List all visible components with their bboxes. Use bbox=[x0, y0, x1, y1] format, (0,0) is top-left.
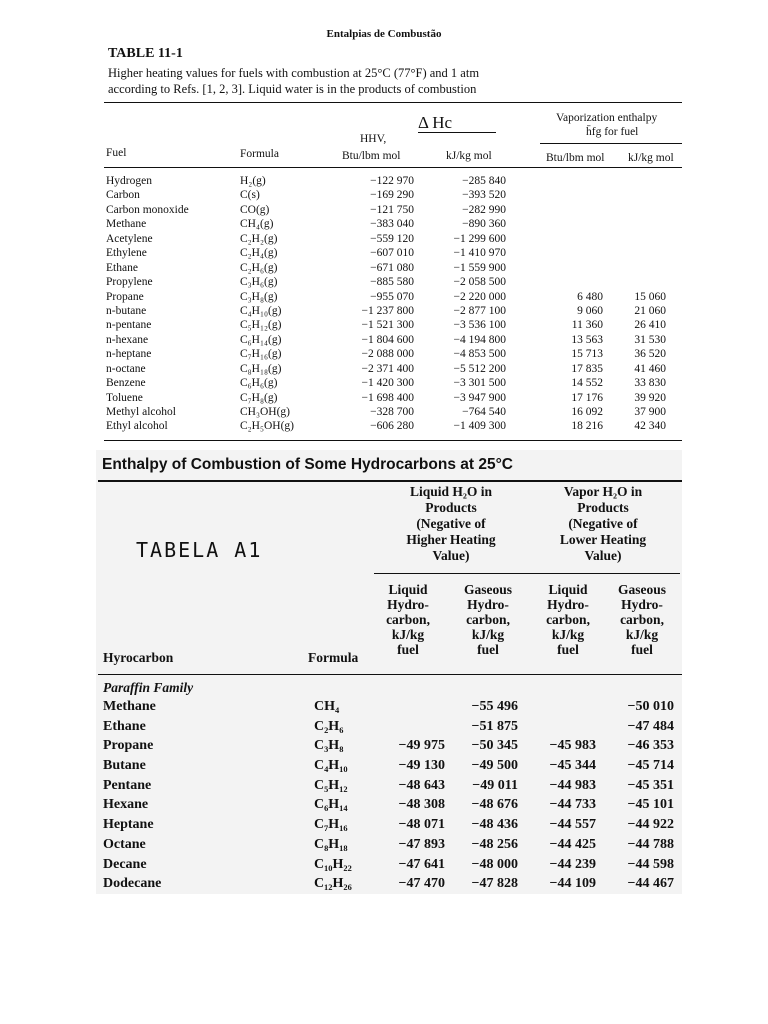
vap-kj-value: 26 410 bbox=[634, 319, 666, 332]
fuel-formula: C₂H₆(g) bbox=[240, 261, 278, 274]
liquid-lhv-value: −45 983 bbox=[549, 738, 596, 754]
hydrocarbon-formula: C₄H₁₀ bbox=[314, 758, 348, 774]
hhv-kj-value: −2 220 000 bbox=[453, 290, 506, 303]
subheader-liquid-lhv bbox=[528, 582, 608, 657]
fuel-formula: C₂H₅OH(g) bbox=[240, 420, 295, 433]
col-header-formula: Formula bbox=[240, 148, 279, 160]
hydrocarbon-formula: CH₄ bbox=[314, 699, 340, 714]
group-header-line: Lower Heating bbox=[559, 532, 647, 547]
table-row bbox=[0, 405, 768, 419]
table-row bbox=[0, 736, 768, 756]
fuel-name: n-pentane bbox=[106, 319, 152, 332]
liquid-lhv-value: −44 425 bbox=[549, 836, 596, 852]
group-header-vapor-water bbox=[528, 484, 678, 564]
gaseous-hhv-value: −48 000 bbox=[471, 856, 518, 872]
hhv-btu-value: −2 088 000 bbox=[361, 348, 414, 361]
table2-title: Enthalpy of Combustion of Some Hydrocarbons at 25°C bbox=[102, 456, 513, 473]
fuel-name: Carbon bbox=[106, 189, 140, 202]
table-row bbox=[0, 815, 768, 835]
fuel-name: Acetylene bbox=[106, 232, 153, 245]
table-row bbox=[0, 776, 768, 796]
table1-bottom-rule bbox=[104, 440, 682, 441]
vap-btu-value: 13 563 bbox=[571, 333, 603, 346]
hydrocarbon-name: Hexane bbox=[103, 797, 149, 813]
table-row bbox=[0, 174, 768, 188]
liquid-hhv-value: −47 893 bbox=[398, 836, 445, 852]
table-row bbox=[0, 835, 768, 855]
hhv-kj-value: −5 512 200 bbox=[453, 362, 506, 375]
table1-caption-line1: Higher heating values for fuels with combustion at 25°C (77°F) and 1 atm bbox=[108, 66, 480, 80]
liquid-lhv-value: −44 983 bbox=[549, 777, 596, 793]
table1-body bbox=[0, 174, 768, 434]
fuel-name: Propane bbox=[106, 290, 144, 303]
hydrocarbon-formula: C₁₂H₂₆ bbox=[314, 876, 352, 892]
vap-btu-value: 16 092 bbox=[571, 406, 603, 418]
liquid-lhv-value: −44 557 bbox=[549, 817, 596, 833]
hhv-btu-value: −559 120 bbox=[370, 232, 414, 245]
table-row bbox=[0, 756, 768, 776]
table2-top-rule bbox=[98, 480, 682, 482]
fuel-name: n-heptane bbox=[106, 348, 152, 361]
hhv-btu-value: −383 040 bbox=[370, 218, 414, 231]
fuel-formula: C₅H₁₂(g) bbox=[240, 319, 282, 332]
liquid-lhv-value: −44 733 bbox=[549, 797, 596, 813]
table-row bbox=[0, 391, 768, 405]
liquid-lhv-value: −45 344 bbox=[549, 758, 596, 774]
liquid-hhv-value: −48 643 bbox=[398, 777, 445, 793]
col-header-vap-btu: Btu/lbm mol bbox=[546, 152, 605, 164]
group-header-line: Vapor H₂O in bbox=[563, 484, 643, 499]
fuel-formula: H₂(g) bbox=[240, 175, 266, 187]
hydrocarbon-name: Pentane bbox=[103, 777, 152, 793]
subheader-line: fuel bbox=[477, 642, 499, 657]
fuel-name: Ethylene bbox=[106, 247, 147, 260]
gaseous-hhv-value: −55 496 bbox=[471, 699, 518, 714]
subheader-line: fuel bbox=[557, 642, 579, 657]
hydrocarbon-formula: C₂H₆ bbox=[314, 718, 344, 734]
hhv-btu-value: −1 521 300 bbox=[361, 319, 414, 332]
subheader-gaseous-lhv bbox=[602, 582, 682, 657]
liquid-hhv-value: −49 130 bbox=[398, 758, 445, 774]
gaseous-hhv-value: −47 828 bbox=[471, 876, 518, 892]
vap-btu-value: 15 713 bbox=[571, 348, 603, 361]
subheader-line: Hydro- bbox=[387, 597, 429, 612]
table-row bbox=[0, 261, 768, 275]
table-row bbox=[0, 795, 768, 815]
col-header-vap-kj: kJ/kg mol bbox=[628, 152, 674, 164]
gaseous-hhv-value: −48 256 bbox=[471, 836, 518, 852]
vap-kj-value: 33 830 bbox=[634, 377, 666, 390]
gaseous-lhv-value: −44 788 bbox=[627, 836, 674, 852]
group-header-line: Products bbox=[425, 500, 477, 515]
hhv-btu-value: −1 420 300 bbox=[361, 377, 414, 390]
hhv-kj-value: −764 540 bbox=[462, 406, 506, 418]
hydrocarbon-name: Propane bbox=[103, 738, 154, 754]
fuel-name: Toluene bbox=[106, 391, 143, 404]
hhv-btu-value: −2 371 400 bbox=[361, 362, 414, 375]
hydrocarbon-formula: C₃H₈ bbox=[314, 738, 344, 754]
col-header-hydrocarbon: Hyrocarbon bbox=[103, 650, 174, 665]
vap-btu-value: 11 360 bbox=[571, 319, 603, 332]
fuel-name: n-octane bbox=[106, 362, 146, 375]
vap-kj-value: 31 530 bbox=[634, 333, 666, 346]
hhv-kj-value: −1 559 900 bbox=[453, 261, 506, 274]
hhv-kj-value: −285 840 bbox=[462, 175, 506, 187]
vap-btu-value: 18 216 bbox=[571, 420, 603, 433]
hhv-btu-value: −1 237 800 bbox=[361, 304, 414, 317]
table-row bbox=[0, 290, 768, 304]
liquid-lhv-value: −44 109 bbox=[549, 876, 596, 892]
fuel-formula: C₇H₈(g) bbox=[240, 391, 278, 404]
col-header-fuel: Fuel bbox=[106, 147, 127, 159]
hhv-btu-value: −1 804 600 bbox=[361, 333, 414, 346]
subheader-line: Hydro- bbox=[467, 597, 509, 612]
gaseous-lhv-value: −45 714 bbox=[627, 758, 674, 774]
table-row bbox=[0, 362, 768, 376]
hydrocarbon-name: Methane bbox=[103, 699, 156, 714]
fuel-formula: C₂H₄(g) bbox=[240, 247, 278, 260]
subheader-line: kJ/kg bbox=[471, 627, 505, 642]
fuel-name: n-hexane bbox=[106, 333, 149, 346]
subheader-line: Hydro- bbox=[547, 597, 589, 612]
fuel-name: Hydrogen bbox=[106, 175, 152, 187]
table-row bbox=[0, 275, 768, 289]
hhv-kj-value: −2 877 100 bbox=[453, 304, 506, 317]
gaseous-hhv-value: −49 500 bbox=[471, 758, 518, 774]
gaseous-lhv-value: −46 353 bbox=[627, 738, 674, 754]
vap-btu-value: 6 480 bbox=[577, 290, 603, 303]
fuel-formula: C₆H₆(g) bbox=[240, 377, 278, 390]
vaporization-header-line1: Vaporization enthalpy bbox=[556, 112, 658, 124]
subheader-line: Liquid bbox=[548, 582, 588, 597]
table-row bbox=[0, 188, 768, 202]
hhv-btu-value: −122 970 bbox=[370, 175, 414, 187]
fuel-formula: CH₃OH(g) bbox=[240, 406, 291, 418]
table-row bbox=[0, 246, 768, 260]
table1-top-rule bbox=[104, 102, 682, 103]
vaporization-rule bbox=[540, 143, 682, 144]
subheader-line: kJ/kg bbox=[391, 627, 425, 642]
table-row bbox=[0, 232, 768, 246]
gaseous-hhv-value: −49 011 bbox=[472, 777, 518, 793]
hhv-kj-value: −3 301 500 bbox=[453, 377, 506, 390]
group-header-line: Value) bbox=[584, 548, 622, 563]
vap-btu-value: 17 835 bbox=[571, 362, 603, 375]
hydrocarbon-formula: C₆H₁₄ bbox=[314, 797, 348, 813]
group-header-line: Products bbox=[577, 500, 629, 515]
gaseous-lhv-value: −45 101 bbox=[627, 797, 674, 813]
table-row bbox=[0, 697, 768, 717]
subheader-line: fuel bbox=[397, 642, 419, 657]
subheader-line: carbon, bbox=[386, 612, 430, 627]
hhv-btu-value: −955 070 bbox=[370, 290, 414, 303]
table-row bbox=[0, 203, 768, 217]
hydrocarbon-formula: C₅H₁₂ bbox=[314, 777, 348, 793]
vaporization-header-line2: h̄fg for fuel bbox=[586, 126, 639, 138]
liquid-hhv-value: −47 470 bbox=[398, 876, 445, 892]
hhv-btu-value: −328 700 bbox=[370, 406, 414, 418]
hhv-header: HHV, bbox=[360, 133, 387, 145]
group-header-line: Value) bbox=[432, 548, 470, 563]
hhv-kj-value: −3 947 900 bbox=[453, 391, 506, 404]
group-header-line: Higher Heating bbox=[406, 532, 496, 547]
vap-kj-value: 39 920 bbox=[634, 391, 666, 404]
hydrocarbon-name: Decane bbox=[103, 856, 147, 872]
fuel-formula: C₂H₂(g) bbox=[240, 232, 278, 245]
hydrocarbon-formula: C₇H₁₆ bbox=[314, 817, 348, 833]
vap-btu-value: 17 176 bbox=[571, 391, 603, 404]
gaseous-hhv-value: −51 875 bbox=[471, 718, 518, 734]
liquid-hhv-value: −49 975 bbox=[398, 738, 445, 754]
fuel-name: Propylene bbox=[106, 276, 153, 289]
hydrocarbon-formula: C₁₀H₂₂ bbox=[314, 856, 352, 872]
hhv-kj-value: −282 990 bbox=[462, 203, 506, 216]
hhv-kj-value: −1 299 600 bbox=[453, 232, 506, 245]
hhv-kj-value: −4 194 800 bbox=[453, 333, 506, 346]
vap-kj-value: 36 520 bbox=[634, 348, 666, 361]
table2-body bbox=[0, 697, 768, 894]
gaseous-hhv-value: −50 345 bbox=[471, 738, 518, 754]
hhv-kj-value: −4 853 500 bbox=[453, 348, 506, 361]
hydrocarbon-name: Heptane bbox=[103, 817, 154, 833]
hydrocarbon-name: Ethane bbox=[103, 718, 146, 734]
table-row bbox=[0, 318, 768, 332]
subheader-liquid-hhv bbox=[368, 582, 448, 657]
paraffin-family-label: Paraffin Family bbox=[103, 680, 194, 695]
hhv-btu-value: −606 280 bbox=[370, 420, 414, 433]
table-row bbox=[0, 217, 768, 231]
gaseous-lhv-value: −45 351 bbox=[627, 777, 674, 793]
subheader-line: carbon, bbox=[466, 612, 510, 627]
group-header-rule bbox=[374, 573, 680, 574]
hydrocarbon-formula: C₈H₁₈ bbox=[314, 836, 348, 852]
hhv-kj-value: −3 536 100 bbox=[453, 319, 506, 332]
delta-hc-header: Δ Hc bbox=[418, 113, 453, 132]
hydrocarbon-name: Octane bbox=[103, 836, 146, 852]
fuel-formula: C₄H₁₀(g) bbox=[240, 304, 282, 317]
vap-btu-value: 9 060 bbox=[577, 304, 603, 317]
handwritten-tabela-label: TABELA A1 bbox=[136, 538, 263, 562]
hydrocarbon-name: Butane bbox=[103, 758, 146, 774]
table1-label: TABLE 11-1 bbox=[108, 46, 183, 61]
subheader-line: carbon, bbox=[620, 612, 664, 627]
fuel-formula: CO(g) bbox=[240, 203, 270, 216]
hhv-kj-value: −2 058 500 bbox=[453, 276, 506, 289]
vap-kj-value: 21 060 bbox=[634, 304, 666, 317]
hhv-kj-value: −1 410 970 bbox=[453, 247, 506, 260]
table-row bbox=[0, 304, 768, 318]
hhv-btu-value: −169 290 bbox=[370, 189, 414, 202]
gaseous-lhv-value: −50 010 bbox=[627, 699, 674, 714]
table-row bbox=[0, 717, 768, 737]
fuel-name: Ethyl alcohol bbox=[106, 420, 168, 433]
hhv-btu-value: −607 010 bbox=[370, 247, 414, 260]
group-header-liquid-water bbox=[376, 484, 526, 564]
hhv-btu-value: −121 750 bbox=[370, 203, 414, 216]
gaseous-lhv-value: −44 467 bbox=[627, 876, 674, 892]
liquid-hhv-value: −47 641 bbox=[398, 856, 445, 872]
hhv-kj-value: −393 520 bbox=[462, 189, 506, 202]
fuel-formula: C₇H₁₆(g) bbox=[240, 348, 282, 361]
page-title: Entalpias de Combustão bbox=[326, 28, 442, 40]
subheader-gaseous-hhv bbox=[448, 582, 528, 657]
fuel-name: Methane bbox=[106, 218, 147, 231]
fuel-formula: CH₄(g) bbox=[240, 218, 274, 231]
fuel-name: Carbon monoxide bbox=[106, 203, 189, 216]
table1-caption-line2: according to Refs. [1, 2, 3]. Liquid water is in the products of combustion bbox=[108, 82, 477, 96]
subheader-line: fuel bbox=[631, 642, 653, 657]
hhv-btu-value: −1 698 400 bbox=[361, 391, 414, 404]
hhv-kj-value: −1 409 300 bbox=[453, 420, 506, 433]
fuel-name: n-butane bbox=[106, 304, 147, 317]
fuel-name: Methyl alcohol bbox=[106, 406, 176, 418]
table-row bbox=[0, 419, 768, 433]
fuel-formula: C₆H₁₄(g) bbox=[240, 333, 282, 346]
fuel-name: Benzene bbox=[106, 377, 146, 390]
subheader-line: Liquid bbox=[388, 582, 428, 597]
hhv-btu-value: −885 580 bbox=[370, 276, 414, 289]
delta-hc-rule bbox=[418, 132, 496, 133]
table-row bbox=[0, 333, 768, 347]
fuel-formula: C₃H₈(g) bbox=[240, 290, 278, 303]
liquid-hhv-value: −48 308 bbox=[398, 797, 445, 813]
gaseous-lhv-value: −47 484 bbox=[627, 718, 674, 734]
table2-header-rule bbox=[98, 674, 682, 675]
gaseous-hhv-value: −48 676 bbox=[471, 797, 518, 813]
gaseous-hhv-value: −48 436 bbox=[471, 817, 518, 833]
gaseous-lhv-value: −44 922 bbox=[627, 817, 674, 833]
hhv-kj-value: −890 360 bbox=[462, 218, 506, 231]
fuel-formula: C₈H₁₈(g) bbox=[240, 362, 282, 375]
subheader-line: Gaseous bbox=[617, 582, 666, 597]
subheader-line: carbon, bbox=[546, 612, 590, 627]
vap-kj-value: 15 060 bbox=[634, 290, 666, 303]
gaseous-lhv-value: −44 598 bbox=[627, 856, 674, 872]
vap-kj-value: 41 460 bbox=[634, 362, 666, 375]
subheader-line: kJ/kg bbox=[625, 627, 659, 642]
fuel-name: Ethane bbox=[106, 261, 138, 274]
table1-header-rule bbox=[104, 167, 682, 168]
group-header-line: (Negative of bbox=[416, 516, 486, 531]
liquid-lhv-value: −44 239 bbox=[549, 856, 596, 872]
hhv-btu-value: −671 080 bbox=[370, 261, 414, 274]
subheader-line: kJ/kg bbox=[551, 627, 585, 642]
group-header-line: (Negative of bbox=[568, 516, 638, 531]
col-header-kj: kJ/kg mol bbox=[446, 150, 492, 162]
vap-btu-value: 14 552 bbox=[571, 377, 603, 390]
table-row bbox=[0, 855, 768, 875]
liquid-hhv-value: −48 071 bbox=[398, 817, 445, 833]
fuel-formula: C(s) bbox=[240, 189, 260, 202]
subheader-line: Gaseous bbox=[463, 582, 512, 597]
vap-kj-value: 37 900 bbox=[634, 406, 666, 418]
subheader-line: Hydro- bbox=[621, 597, 663, 612]
fuel-formula: C₃H₆(g) bbox=[240, 276, 278, 289]
table-row bbox=[0, 874, 768, 894]
hydrocarbon-name: Dodecane bbox=[103, 876, 162, 892]
group-header-line: Liquid H₂O in bbox=[409, 484, 493, 499]
col-header-formula-2: Formula bbox=[308, 650, 359, 665]
table-row bbox=[0, 347, 768, 361]
col-header-btu: Btu/lbm mol bbox=[342, 150, 401, 162]
vap-kj-value: 42 340 bbox=[634, 420, 666, 433]
table-row bbox=[0, 376, 768, 390]
